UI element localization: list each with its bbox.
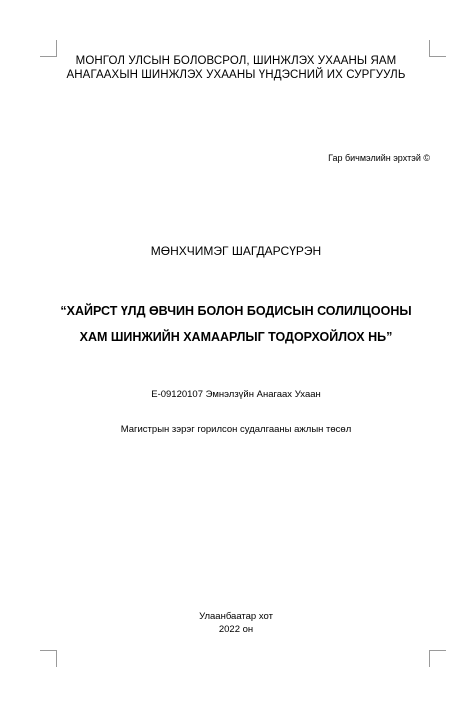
- year: 2022 он: [218, 624, 254, 635]
- crop-mark-bottom-right: [429, 650, 446, 667]
- crop-mark-bottom-left: [40, 650, 57, 667]
- institution-line-2: АНАГААХЫН ШИНЖЛЭХ УХААНЫ ҮНДЭСНИЙ ИХ СУРГУУЛЬ: [66, 69, 406, 81]
- specialty-code: Е-09120107 Эмнэлзүйн Анагаах Ухаан: [151, 389, 321, 400]
- copyright-notice: Гар бичмэлийн эрхтэй ©: [328, 153, 430, 163]
- thesis-title-line-1: “ХАЙРСТ ҮЛД ӨВЧИН БОЛОН БОДИСЫН СОЛИЛЦООНЫ: [60, 304, 412, 318]
- place: Улаанбаатар хот: [199, 611, 273, 622]
- degree-note: Магистрын зэрэг горилсон судалгааны ажлын төсөл: [120, 424, 352, 435]
- institution-line-1: МОНГОЛ УЛСЫН БОЛОВСРОЛ, ШИНЖЛЭХ УХААНЫ ЯАМ: [75, 55, 397, 67]
- author-name: МӨНХЧИМЭГ ШАГДАРСҮРЭН: [150, 244, 322, 258]
- thesis-title-line-2: ХАМ ШИНЖИЙН ХАМААРЛЫГ ТОДОРХОЙЛОХ НЬ”: [79, 330, 393, 344]
